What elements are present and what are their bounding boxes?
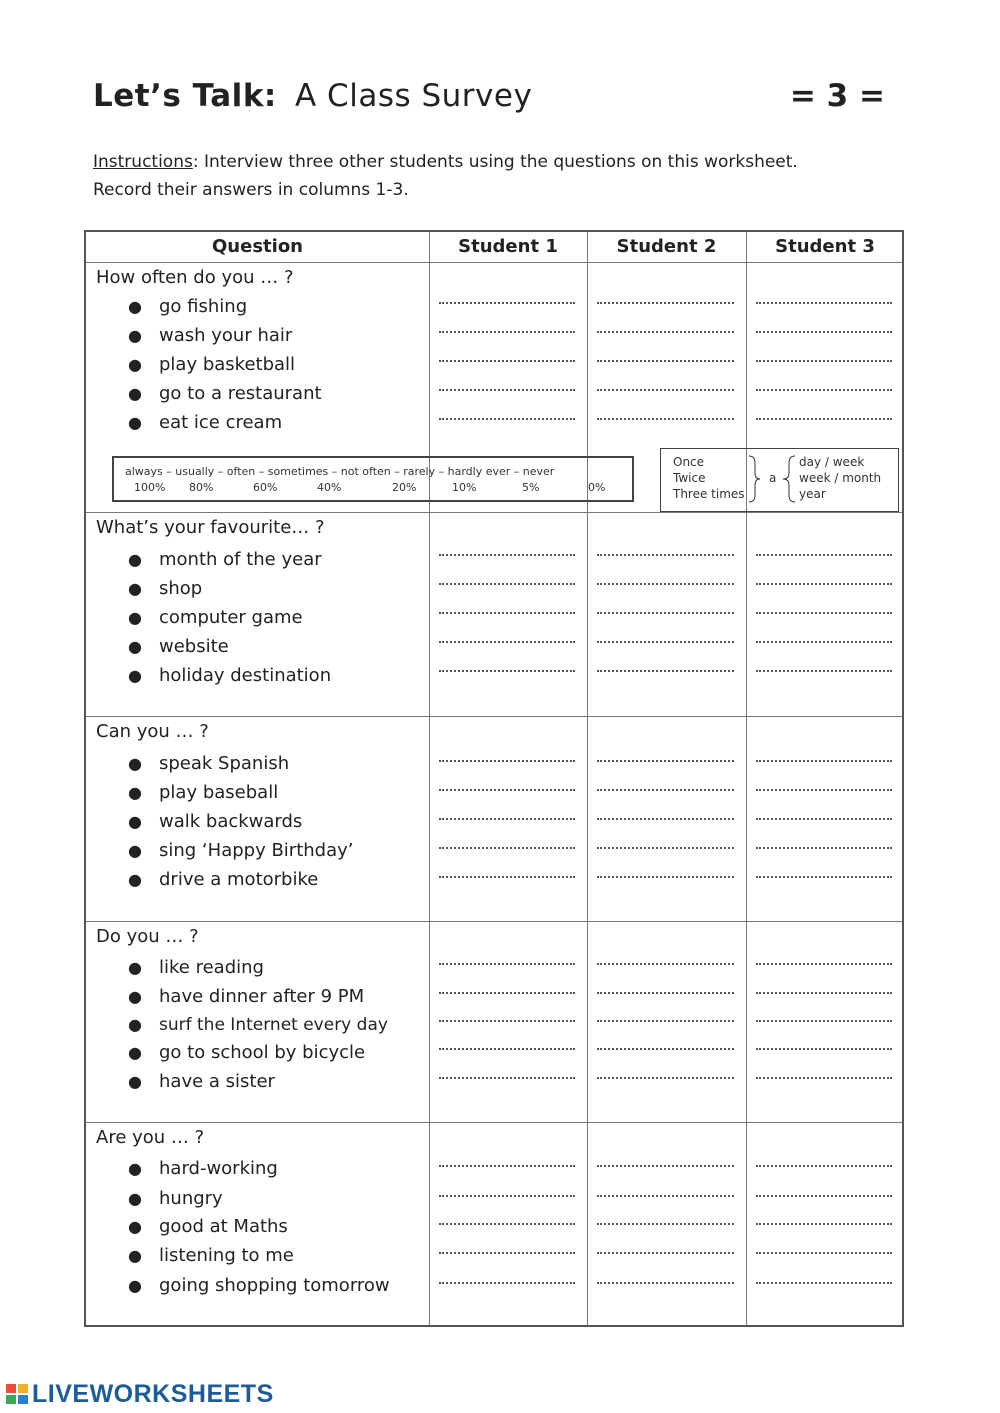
list-item: ● hard-working: [128, 1154, 278, 1183]
answer-blank-student-3[interactable]: [756, 1223, 892, 1225]
bullet-icon: ●: [128, 550, 142, 569]
answer-blank-student-1[interactable]: [439, 1252, 575, 1254]
list-item: ● month of the year: [128, 545, 322, 574]
answer-blank-student-2[interactable]: [597, 418, 734, 420]
answer-blank-student-3[interactable]: [756, 360, 892, 362]
answer-blank-student-3[interactable]: [756, 992, 892, 994]
answer-blank-student-1[interactable]: [439, 418, 575, 420]
frequency-scale: [112, 456, 634, 502]
answer-blank-student-3[interactable]: [756, 554, 892, 556]
answer-blank-student-2[interactable]: [597, 612, 734, 614]
list-item: ● shop: [128, 574, 202, 603]
answer-blank-student-2[interactable]: [597, 1165, 734, 1167]
percent-label: 10%: [452, 481, 477, 494]
right-brace-icon: [747, 455, 761, 503]
answer-blank-student-1[interactable]: [439, 818, 575, 820]
answer-blank-student-3[interactable]: [756, 876, 892, 878]
instructions-label: Instructions: [93, 152, 193, 172]
header-student-1: Student 1: [458, 236, 558, 257]
period-label: year: [799, 487, 826, 501]
answer-blank-student-3[interactable]: [756, 331, 892, 333]
answer-blank-student-3[interactable]: [756, 1020, 892, 1022]
bullet-icon: ●: [128, 297, 142, 316]
period-label: week / month: [799, 471, 882, 485]
list-item: ● listening to me: [128, 1241, 294, 1270]
answer-blank-student-2[interactable]: [597, 389, 734, 391]
bullet-icon: ●: [128, 637, 142, 656]
answer-blank-student-1[interactable]: [439, 1195, 575, 1197]
answer-blank-student-2[interactable]: [597, 992, 734, 994]
answer-blank-student-1[interactable]: [439, 992, 575, 994]
logo-text: LIVEWORKSHEETS: [32, 1380, 274, 1408]
answer-blank-student-1[interactable]: [439, 389, 575, 391]
list-item: ● wash your hair: [128, 321, 292, 350]
bullet-icon: ●: [128, 666, 142, 685]
bullet-icon: ●: [128, 1015, 142, 1034]
list-item: ● have dinner after 9 PM: [128, 982, 364, 1011]
list-item: ● play baseball: [128, 778, 278, 807]
bullet-icon: ●: [128, 326, 142, 345]
answer-blank-student-3[interactable]: [756, 1048, 892, 1050]
bullet-icon: ●: [128, 1246, 142, 1265]
answer-blank-student-2[interactable]: [597, 302, 734, 304]
answer-blank-student-1[interactable]: [439, 302, 575, 304]
answer-blank-student-1[interactable]: [439, 847, 575, 849]
list-item: ● play basketball: [128, 350, 295, 379]
list-item: ● walk backwards: [128, 807, 302, 836]
list-item: ● drive a motorbike: [128, 865, 318, 894]
answer-blank-student-3[interactable]: [756, 818, 892, 820]
answer-blank-student-1[interactable]: [439, 760, 575, 762]
instructions: [93, 148, 893, 204]
answer-blank-student-2[interactable]: [597, 1223, 734, 1225]
bullet-icon: ●: [128, 1043, 142, 1062]
answer-blank-student-1[interactable]: [439, 360, 575, 362]
answer-blank-student-1[interactable]: [439, 789, 575, 791]
answer-blank-student-1[interactable]: [439, 1223, 575, 1225]
answer-blank-student-2[interactable]: [597, 847, 734, 849]
answer-blank-student-3[interactable]: [756, 418, 892, 420]
answer-blank-student-1[interactable]: [439, 612, 575, 614]
percent-label: 100%: [134, 481, 166, 494]
answer-blank-student-3[interactable]: [756, 583, 892, 585]
answer-blank-student-1[interactable]: [439, 1020, 575, 1022]
header-student-3: Student 3: [775, 236, 875, 257]
list-item: ● computer game: [128, 603, 303, 632]
list-item: ● go to a restaurant: [128, 379, 322, 408]
answer-blank-student-1[interactable]: [439, 1077, 575, 1079]
title-rest: A Class Survey: [295, 78, 533, 114]
answer-blank-student-1[interactable]: [439, 331, 575, 333]
sheet-number: = 3 =: [789, 78, 885, 114]
answer-blank-student-3[interactable]: [756, 847, 892, 849]
bullet-icon: ●: [128, 783, 142, 802]
answer-blank-student-3[interactable]: [756, 670, 892, 672]
percent-label: 5%: [522, 481, 540, 494]
bullet-icon: ●: [128, 958, 142, 977]
list-item: ● eat ice cream: [128, 408, 282, 437]
percent-label: 60%: [253, 481, 278, 494]
percent-label: 0%: [588, 481, 606, 494]
answer-blank-student-1[interactable]: [439, 583, 575, 585]
header-question: Question: [212, 236, 303, 257]
list-item: ● have a sister: [128, 1067, 275, 1096]
answer-blank-student-3[interactable]: [756, 1165, 892, 1167]
header-student-2: Student 2: [616, 236, 717, 257]
bullet-icon: ●: [128, 1276, 142, 1295]
bullet-icon: ●: [128, 355, 142, 374]
list-item: ● surf the Internet every day: [128, 1010, 388, 1039]
answer-blank-student-2[interactable]: [597, 554, 734, 556]
answer-blank-student-3[interactable]: [756, 760, 892, 762]
times-label: Twice: [673, 471, 706, 485]
instructions-line2: Record their answers in columns 1-3.: [93, 180, 409, 200]
answer-blank-student-1[interactable]: [439, 1165, 575, 1167]
answer-blank-student-1[interactable]: [439, 670, 575, 672]
bullet-icon: ●: [128, 1189, 142, 1208]
answer-blank-student-3[interactable]: [756, 612, 892, 614]
list-item: ● speak Spanish: [128, 749, 289, 778]
answer-blank-student-2[interactable]: [597, 963, 734, 965]
left-brace-icon: [781, 455, 797, 503]
list-item: ● going shopping tomorrow: [128, 1271, 390, 1300]
list-item: ● like reading: [128, 953, 264, 982]
answer-blank-student-2[interactable]: [597, 1048, 734, 1050]
bullet-icon: ●: [128, 1159, 142, 1178]
answer-blank-student-2[interactable]: [597, 789, 734, 791]
bullet-icon: ●: [128, 841, 142, 860]
answer-blank-student-2[interactable]: [597, 1195, 734, 1197]
answer-blank-student-2[interactable]: [597, 331, 734, 333]
answer-blank-student-2[interactable]: [597, 1282, 734, 1284]
answer-blank-student-2[interactable]: [597, 760, 734, 762]
answer-blank-student-2[interactable]: [597, 818, 734, 820]
times-reference: [660, 448, 899, 512]
percent-label: 80%: [189, 481, 214, 494]
percent-label: 40%: [317, 481, 342, 494]
times-label: Once: [673, 455, 705, 469]
answer-blank-student-3[interactable]: [756, 389, 892, 391]
section-title: Are you … ?: [96, 1127, 205, 1148]
list-item: ● go to school by bicycle: [128, 1038, 365, 1067]
bullet-icon: ●: [128, 1217, 142, 1236]
period-label: day / week: [799, 455, 865, 469]
section-title: How often do you … ?: [96, 267, 294, 288]
title-bold: Let’s Talk:: [93, 78, 277, 114]
answer-blank-student-2[interactable]: [597, 1252, 734, 1254]
percent-label: 20%: [392, 481, 417, 494]
answer-blank-student-1[interactable]: [439, 554, 575, 556]
times-connector: a: [769, 471, 777, 485]
answer-blank-student-3[interactable]: [756, 641, 892, 643]
answer-blank-student-3[interactable]: [756, 789, 892, 791]
bullet-icon: ●: [128, 987, 142, 1006]
bullet-icon: ●: [128, 384, 142, 403]
bullet-icon: ●: [128, 1072, 142, 1091]
frequency-words: always – usually – often – sometimes – not often – rarely – hardly ever – never: [125, 465, 555, 478]
answer-blank-student-3[interactable]: [756, 1252, 892, 1254]
section-favourite: [86, 513, 902, 716]
answer-blank-student-1[interactable]: [439, 1048, 575, 1050]
answer-blank-student-2[interactable]: [597, 583, 734, 585]
section-are-you: [86, 1123, 902, 1327]
answer-blank-student-3[interactable]: [756, 302, 892, 304]
section-title: What’s your favourite… ?: [96, 517, 325, 538]
answer-blank-student-3[interactable]: [756, 1282, 892, 1284]
bullet-icon: ●: [128, 754, 142, 773]
liveworksheets-logo-icon: [6, 1384, 30, 1406]
answer-blank-student-2[interactable]: [597, 1020, 734, 1022]
answer-blank-student-2[interactable]: [597, 1077, 734, 1079]
section-do-you: [86, 922, 902, 1122]
bullet-icon: ●: [128, 812, 142, 831]
answer-blank-student-2[interactable]: [597, 360, 734, 362]
worksheet-title: [93, 78, 893, 126]
answer-blank-student-2[interactable]: [597, 670, 734, 672]
answer-blank-student-3[interactable]: [756, 963, 892, 965]
list-item: ● sing ‘Happy Birthday’: [128, 836, 354, 865]
answer-blank-student-1[interactable]: [439, 963, 575, 965]
answer-blank-student-1[interactable]: [439, 876, 575, 878]
instructions-line1: : Interview three other students using the questions on this worksheet.: [192, 152, 798, 172]
section-title: Can you … ?: [96, 721, 209, 742]
answer-blank-student-2[interactable]: [597, 876, 734, 878]
list-item: ● good at Maths: [128, 1212, 288, 1241]
bullet-icon: ●: [128, 413, 142, 432]
survey-table: [84, 230, 904, 1327]
answer-blank-student-3[interactable]: [756, 1195, 892, 1197]
answer-blank-student-3[interactable]: [756, 1077, 892, 1079]
list-item: ● website: [128, 632, 229, 661]
answer-blank-student-2[interactable]: [597, 641, 734, 643]
answer-blank-student-1[interactable]: [439, 1282, 575, 1284]
bullet-icon: ●: [128, 870, 142, 889]
list-item: ● go fishing: [128, 292, 247, 321]
answer-blank-student-1[interactable]: [439, 641, 575, 643]
times-label: Three times: [673, 487, 745, 501]
list-item: ● hungry: [128, 1184, 223, 1213]
bullet-icon: ●: [128, 579, 142, 598]
section-title: Do you … ?: [96, 926, 199, 947]
list-item: ● holiday destination: [128, 661, 331, 690]
bullet-icon: ●: [128, 608, 142, 627]
